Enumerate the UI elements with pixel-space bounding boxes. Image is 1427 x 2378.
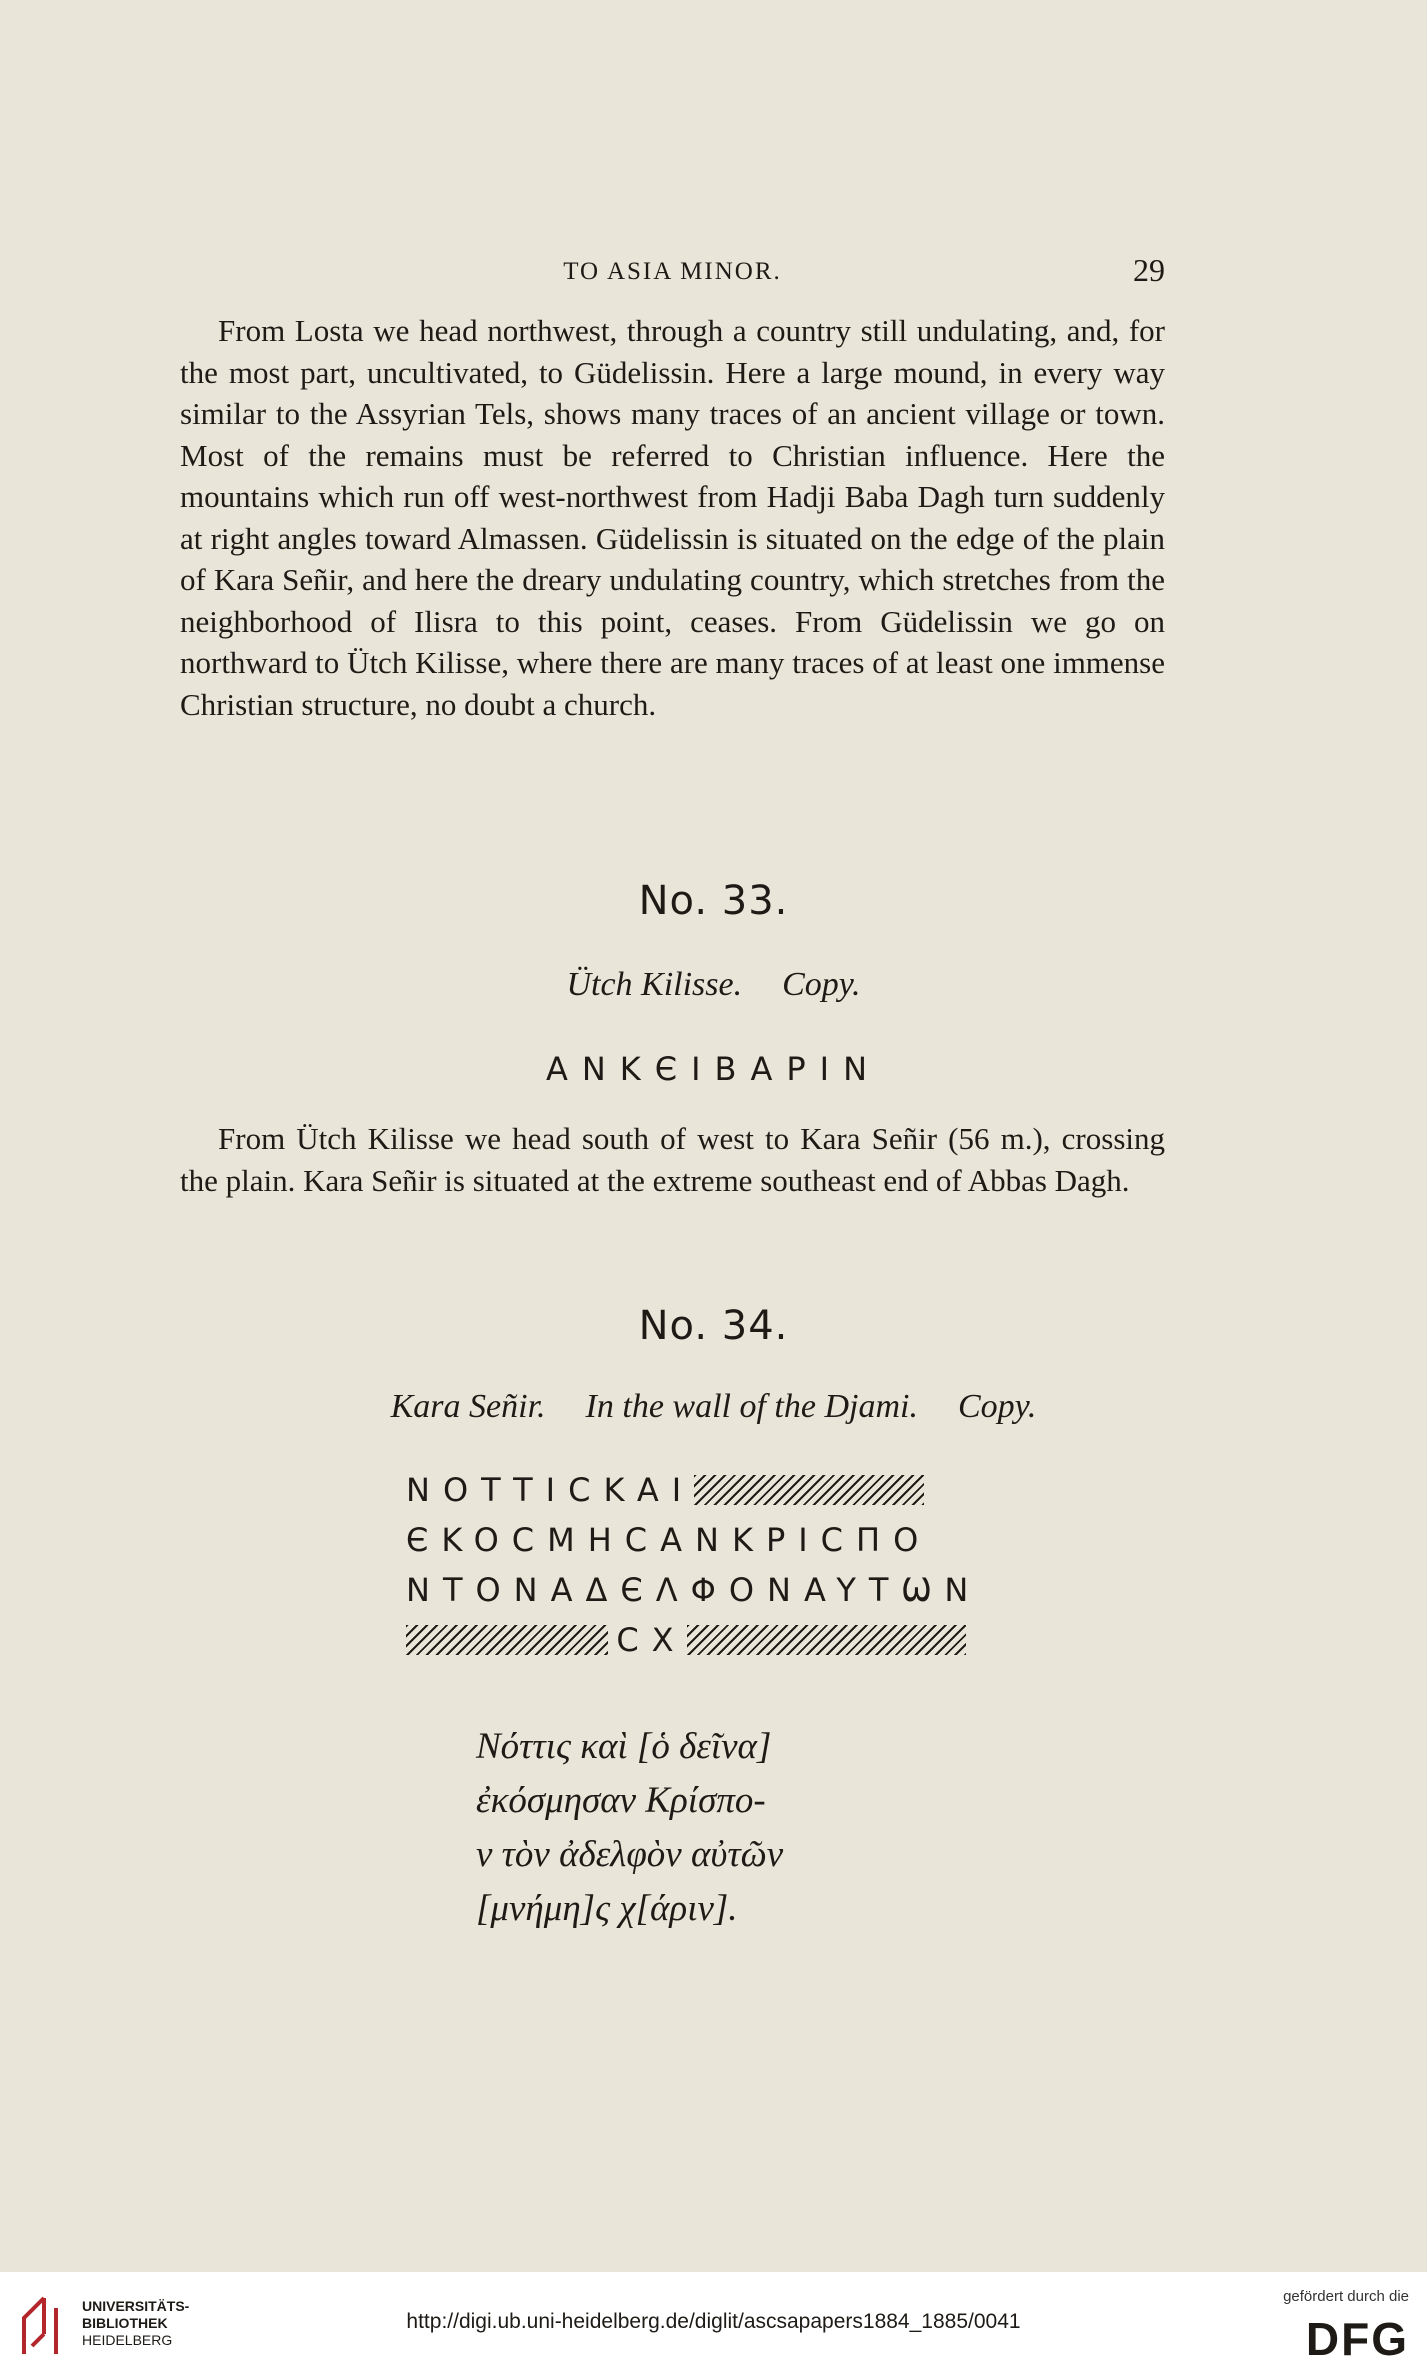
caption-note: Copy. [957,1388,1037,1425]
page-number: 29 [1133,252,1165,288]
transcription-line: ἐκόσμησαν Κρίσπο- [476,1780,766,1821]
inscription-text: CX [616,1621,687,1659]
library-name: UNIVERSITÄTS- BIBLIOTHEK HEIDELBERG [82,2298,190,2348]
greek-transcription [476,1720,956,1936]
digitization-footer [0,2272,1427,2378]
inscription-line [406,1465,966,1515]
inscription-no-33: ANKЄIBAPIN [545,1050,882,1088]
heading-no-33: No. 33. [638,878,789,924]
heading-no-34: No. 34. [638,1303,789,1349]
running-head [180,252,1165,292]
inscription-line [406,1615,966,1665]
inscription-text: NOTTICKAI [406,1471,695,1509]
caption-note: Copy. [782,966,861,1003]
inscription-line [406,1565,982,1615]
caption-location: In the wall of the Djami. [585,1388,918,1425]
transcription-line: ν τὸν ἀδελφὸν αὐτῶν [476,1834,784,1875]
damaged-area [687,1625,966,1655]
damaged-area [406,1625,608,1655]
funded-by-label: gefördert durch die [1283,2288,1409,2305]
caption-no-33 [0,966,1427,1004]
transcription-line: Νόττις καὶ [ὁ δεῖνα] [476,1726,772,1767]
paragraph-utch-kilisse: From Ütch Kilisse we head south of west to Kara Señir (56 m.), crossing the plain. Kara Señir is situated at the extreme southeast end of Abbas Dagh. [180,1121,1165,1198]
dfg-logo: DFG [1305,2313,1409,2365]
damaged-area [694,1475,924,1505]
caption-no-34 [0,1388,1427,1426]
transcription-line: [μνήμη]ς χ[άριν]. [476,1888,738,1929]
running-title: TO ASIA MINOR. [563,258,782,285]
inscription-text: ЄKOCMHCANKPICΠO [406,1521,932,1559]
inscription-no-34 [406,1465,982,1665]
inscription-line [406,1515,966,1565]
caption-place: Ütch Kilisse. [566,966,743,1003]
paragraph-losta: From Losta we head northwest, through a country still undulating, and, for the most part, uncultivated, to Güdelissin. Here a large mound, in every way similar to the Assyrian Tels, shows many traces of an ancient village or town. Most of the remains must be referred to Christian influence. Here the mountains which run off west-northwest from Hadji Baba Dagh turn suddenly at right angles toward Almassen. Güdelissin is situated on the edge of the plain of Kara Señir, and here the dreary undulating country, which stretches from the neighborhood of Ilisra to this point, ceases. From Güdelissin we go on northward to Ütch Kilisse, where there are many traces of at least one immense Christian structure, no doubt a church. [180,313,1165,722]
inscription-text: NTONAΔЄΛΦONAYTѠN [406,1571,982,1609]
source-url-link[interactable]: http://digi.ub.uni-heidelberg.de/diglit/ascsapapers1884_1885/0041 [406,2310,1021,2333]
caption-place: Kara Señir. [390,1388,546,1425]
